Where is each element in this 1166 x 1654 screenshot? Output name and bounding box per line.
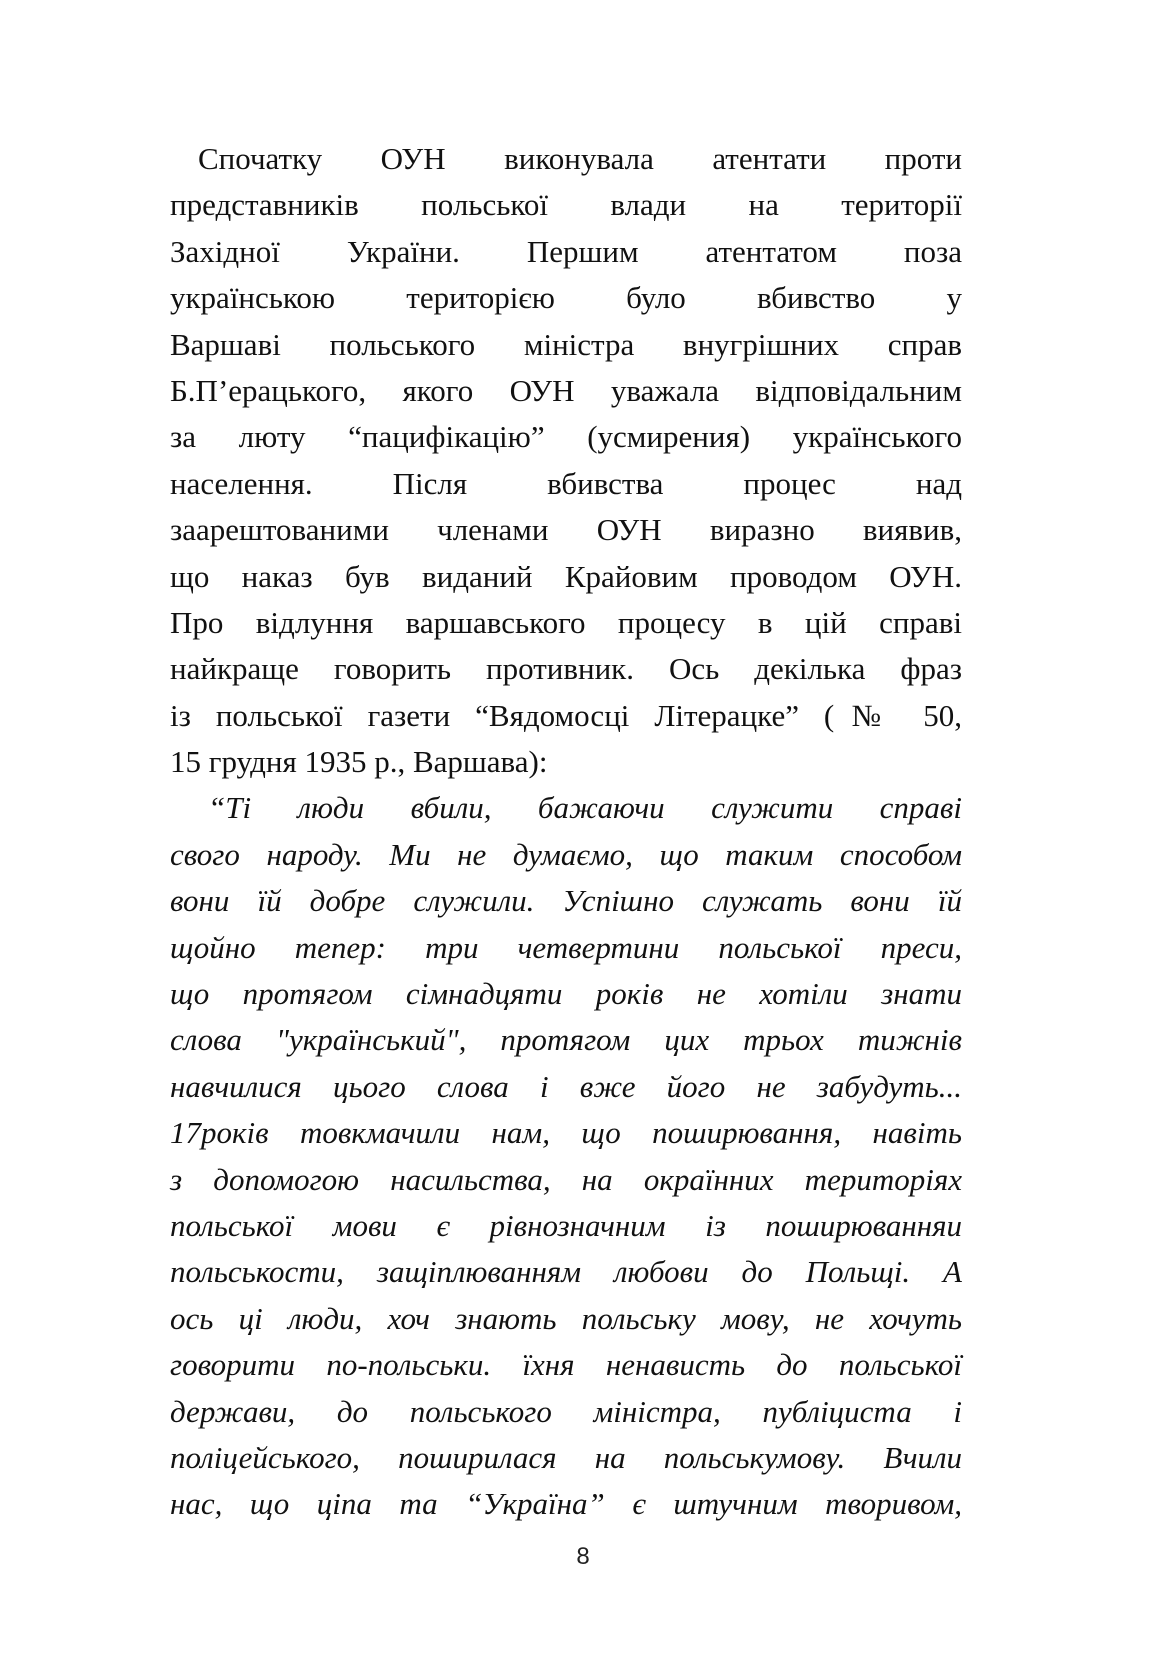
text-line: Про відлуння варшавського процесу в цій справі [170, 604, 962, 640]
text-line: українською територією було вбивство у [170, 280, 962, 316]
quote-line: держави, до польського міністра, публіциста і [170, 1393, 962, 1429]
text-line: 15 грудня 1935 р., Варшава): [170, 744, 548, 780]
quote-paragraph [170, 785, 962, 1527]
quote-line: ось ці люди, хоч знають польську мову, не хочуть [170, 1300, 962, 1336]
quote-line: 17років товкмачили нам, що поширювання, навіть [170, 1115, 962, 1151]
quote-line: з допомогою насильства, на окраїнних територіях [170, 1161, 962, 1197]
quote-line: польськости, защіплюванням любови до Польщі. А [170, 1254, 962, 1290]
text-line: населення. Після вбивства процес над [170, 465, 962, 501]
quote-line: щойно тепер: три четвертини польської преси, [170, 929, 962, 965]
text-line: за люту “пацифікацію” (усмирения) українського [170, 419, 962, 455]
quote-line: свого народу. Ми не думаємо, що таким способом [170, 836, 962, 872]
text-line: заарештованими членами ОУН виразно виявив, [170, 512, 962, 548]
quote-line: вони їй добре служили. Успішно служать вони їй [170, 883, 962, 919]
text-line: Західної України. Першим атентатом поза [170, 233, 962, 269]
quote-line: що протягом сімнадцяти років не хотіли знати [170, 976, 962, 1012]
quote-line: говорити по-польськи. їхня ненависть до польської [170, 1347, 962, 1383]
quote-line: навчилися цього слова і вже його не забудуть... [170, 1068, 962, 1104]
text-line: із польської газети “Вядомосці Літерацке” (№ 50, [170, 697, 962, 733]
quote-line: нас, що ціпа та “Україна” є штучним творивом, [170, 1486, 962, 1522]
text-line: найкраще говорить противник. Ось декілька фраз [170, 651, 962, 687]
main-paragraph [170, 136, 962, 785]
text-line: що наказ був виданий Крайовим проводом ОУН. [170, 558, 962, 594]
quote-line: польської мови є рівнозначним із поширюванняи [170, 1207, 962, 1243]
text-line: Спочатку ОУН виконувала атентати проти [198, 141, 962, 176]
page-number: 8 [576, 1543, 590, 1570]
quote-line: слова "український", протягом цих трьох тижнів [170, 1022, 962, 1058]
text-line: Варшаві польського міністра внугрішних справ [170, 326, 962, 362]
text-line: представників польської влади на території [170, 187, 962, 223]
quote-line: поліцейського, поширилася на польськумову. Вчили [170, 1439, 962, 1475]
body-text [170, 136, 962, 1528]
quote-line: “Ті люди вбили, бажаючи служити справі [208, 790, 962, 826]
text-line: Б.П’ерацького, якого ОУН уважала відповідальним [170, 372, 962, 408]
